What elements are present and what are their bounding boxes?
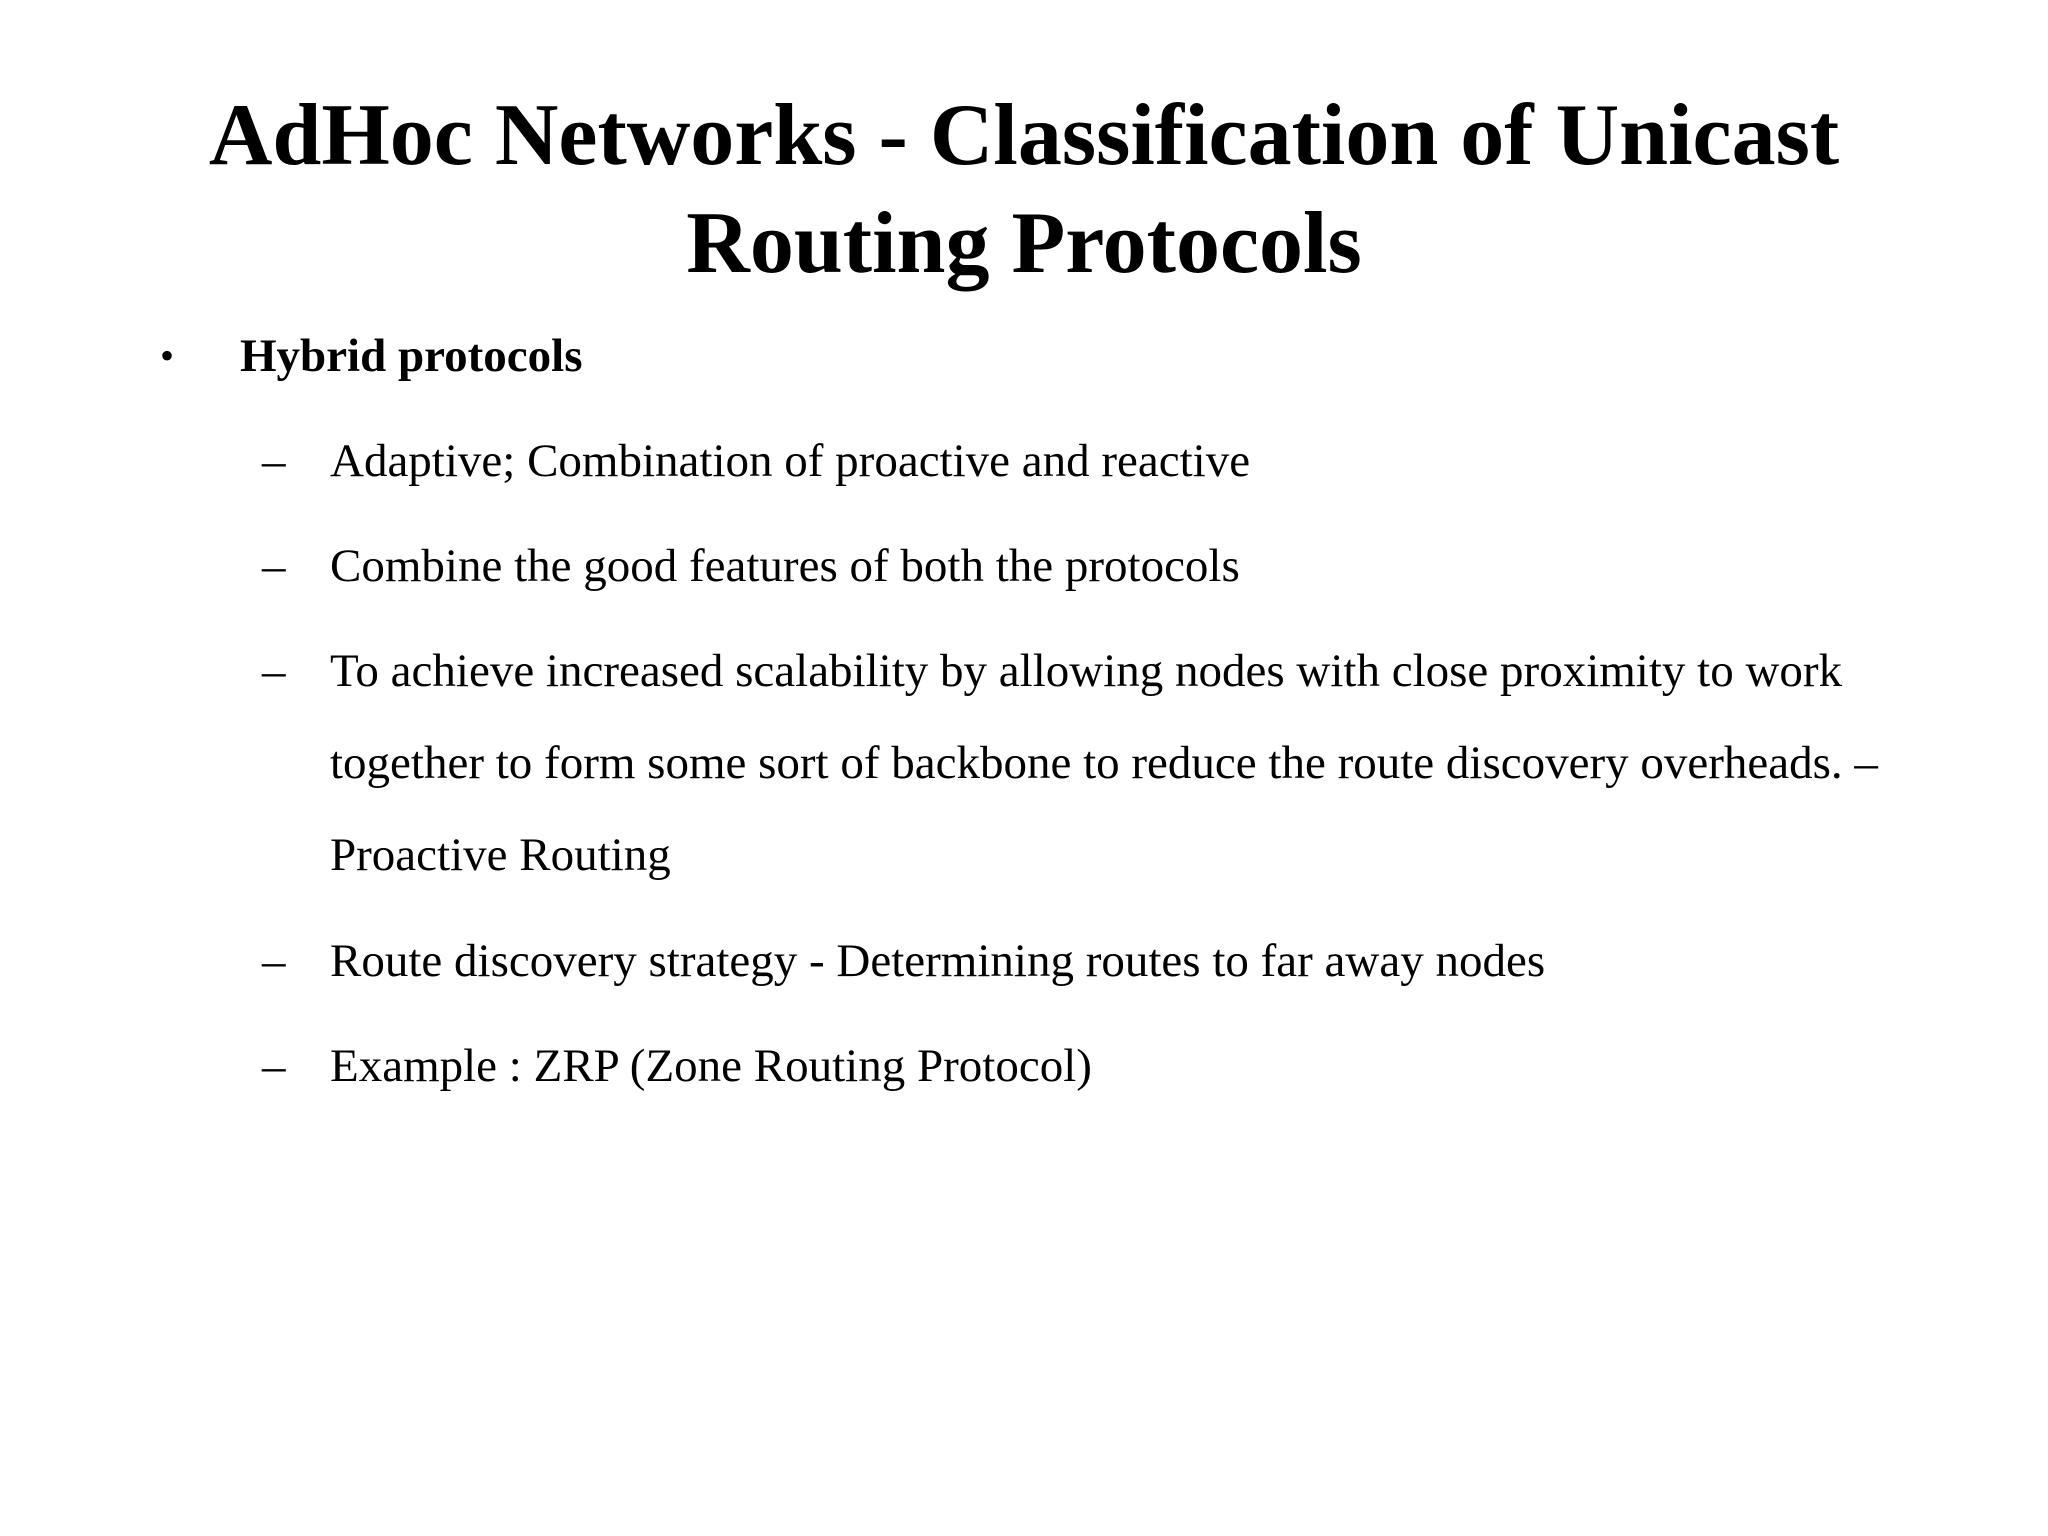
sub-bullet-text: Combine the good features of both the protocols — [330, 540, 1240, 592]
sub-bullet-text: To achieve increased scalability by allowing nodes with close proximity to work together to form some sort of backbone to reduce the route discovery overheads. – Proactive Routing — [330, 645, 1878, 881]
dash-icon: – — [262, 935, 286, 987]
sub-bullet-text: Example : ZRP (Zone Routing Protocol) — [330, 1040, 1092, 1092]
dash-icon: – — [262, 1040, 286, 1092]
dash-icon: – — [262, 435, 286, 487]
sub-bullet-text: Adaptive; Combination of proactive and reactive — [330, 435, 1251, 487]
dash-icon: – — [262, 645, 286, 697]
bullet-label: Hybrid protocols — [240, 330, 583, 382]
slide-title: AdHoc Networks - Classification of Unicast Routing Protocols — [208, 87, 1840, 292]
bullet-item-hybrid-protocols — [0, 326, 2048, 386]
dash-icon: – — [262, 540, 286, 592]
sub-bullet-text: Route discovery strategy - Determining routes to far away nodes — [330, 935, 1546, 987]
bullet-icon: • — [160, 333, 175, 378]
